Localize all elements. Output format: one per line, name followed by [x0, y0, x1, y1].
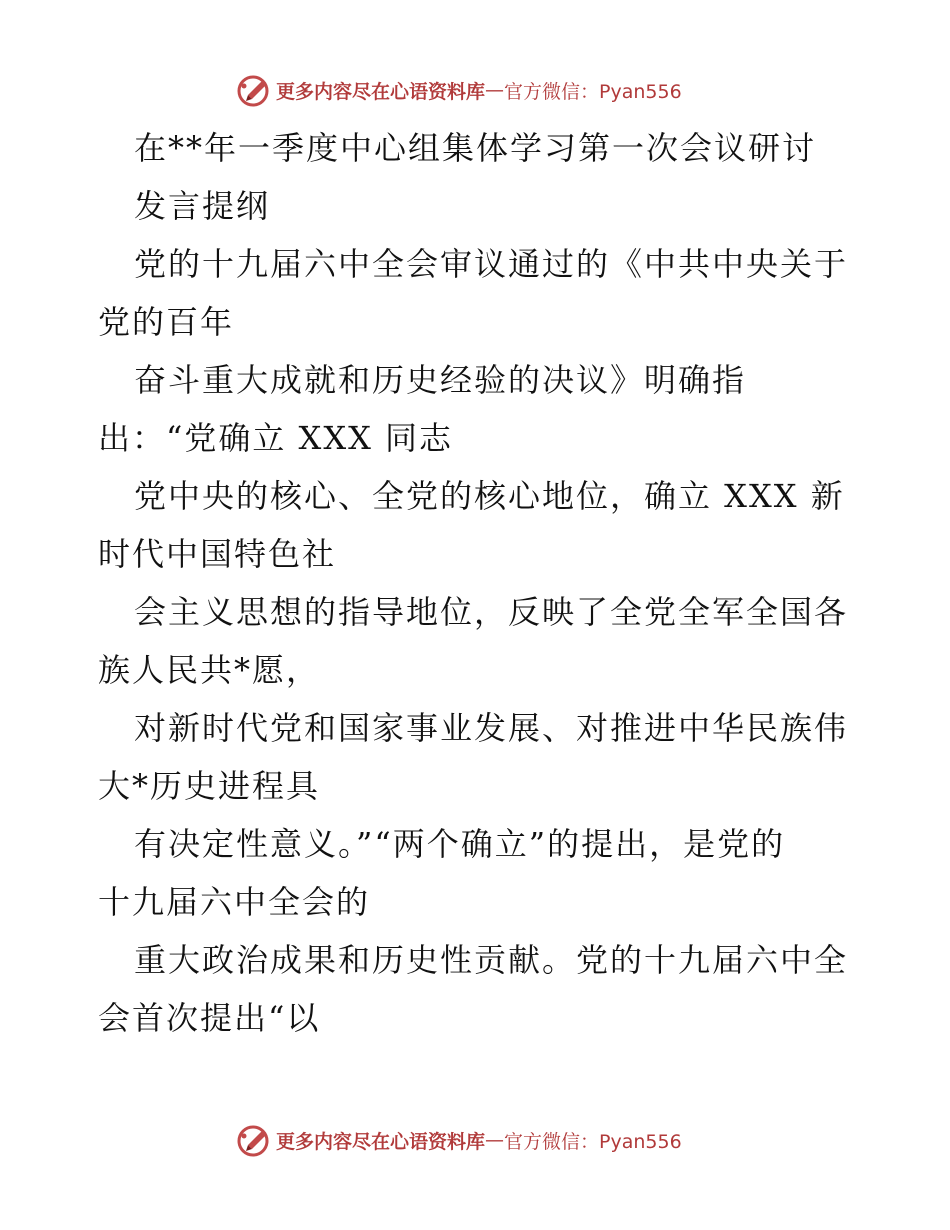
text-line: 重大政治成果和历史性贡献。党的十九届六中全: [134, 941, 849, 979]
pen-logo-icon: [236, 1122, 272, 1158]
text-line: 党中央的核心、全党的核心地位，确立 XXX 新: [134, 477, 845, 515]
header-dash: —: [485, 79, 505, 101]
footer-banner: [236, 1122, 682, 1158]
header-contact-text: 官方微信：Pyan556: [504, 80, 682, 103]
text-line: 奋斗重大成就和历史经验的决议》明确指: [134, 361, 747, 399]
text-line: 会首次提出“以: [98, 999, 321, 1037]
text-line: 在**年一季度中心组集体学习第一次会议研讨: [134, 129, 817, 167]
header-site-text: 更多内容尽在心语资料库: [276, 80, 486, 103]
text-line: 十九届六中全会的: [98, 883, 371, 921]
text-line: 党的十九届六中全会审议通过的《中共中央关于: [134, 245, 849, 283]
text-line: 族人民共*愿，: [98, 651, 321, 689]
header-banner: [236, 72, 682, 108]
footer-contact-text: 官方微信：Pyan556: [504, 1130, 682, 1153]
text-line: 发言提纲: [134, 187, 271, 225]
pen-logo-icon: [236, 72, 272, 108]
text-line: 对新时代党和国家事业发展、对推进中华民族伟: [134, 709, 849, 747]
text-line: 时代中国特色社: [98, 535, 337, 573]
text-line: 会主义思想的指导地位，反映了全党全军全国各: [134, 593, 849, 631]
text-line: 大*历史进程具: [98, 767, 321, 805]
text-line: 出：“党确立 XXX 同志: [98, 419, 454, 457]
text-line: 有决定性意义。”“两个确立”的提出，是党的: [134, 825, 786, 863]
footer-dash: —: [485, 1129, 505, 1151]
text-line: 党的百年: [98, 303, 235, 341]
footer-site-text: 更多内容尽在心语资料库: [276, 1130, 486, 1153]
